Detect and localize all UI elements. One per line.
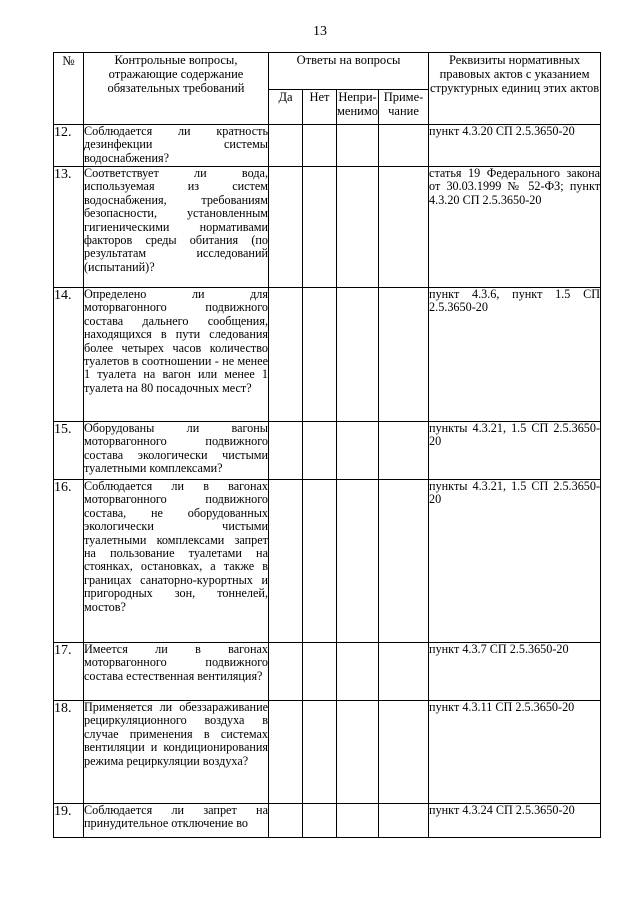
row-reference: пункт 4.3.11 СП 2.5.3650-20 — [429, 701, 601, 804]
answer-no-cell[interactable] — [303, 125, 337, 167]
answer-na-cell[interactable] — [337, 167, 379, 288]
row-question: Имеется ли в вагонах моторвагонного подвижного состава естественная вентиляция? — [84, 643, 269, 701]
header-question: Контрольные вопросы, отражающие содержание обязательных требований — [84, 53, 269, 125]
answer-note-cell[interactable] — [379, 804, 429, 838]
row-number: 12. — [54, 125, 84, 167]
answer-na-cell[interactable] — [337, 804, 379, 838]
answer-no-cell[interactable] — [303, 643, 337, 701]
answer-no-cell[interactable] — [303, 167, 337, 288]
row-reference: пункт 4.3.24 СП 2.5.3650-20 — [429, 804, 601, 838]
answer-note-cell[interactable] — [379, 701, 429, 804]
header-note-line2: чание — [388, 104, 419, 118]
table-row — [54, 288, 601, 422]
answer-na-cell[interactable] — [337, 701, 379, 804]
row-number: 18. — [54, 701, 84, 804]
answer-note-cell[interactable] — [379, 288, 429, 422]
table-row — [54, 701, 601, 804]
row-reference: пункты 4.3.21, 1.5 СП 2.5.3650-20 — [429, 480, 601, 643]
row-question: Применяется ли обеззараживание рециркуляционного воздуха в случае применения в системах вентиляции и кондиционирования режима рециркуляции воздуха? — [84, 701, 269, 804]
header-reference: Реквизиты нормативных правовых актов с указанием структурных единиц этих актов — [429, 53, 601, 125]
answer-yes-cell[interactable] — [269, 288, 303, 422]
row-number: 16. — [54, 480, 84, 643]
answer-note-cell[interactable] — [379, 167, 429, 288]
header-na-line2: менимо — [337, 104, 378, 118]
table-row — [54, 167, 601, 288]
answer-na-cell[interactable] — [337, 125, 379, 167]
header-answers: Ответы на вопросы — [269, 53, 429, 90]
table-row — [54, 125, 601, 167]
answer-na-cell[interactable] — [337, 480, 379, 643]
row-number: 19. — [54, 804, 84, 838]
answer-yes-cell[interactable] — [269, 701, 303, 804]
row-reference: пункты 4.3.21, 1.5 СП 2.5.3650-20 — [429, 422, 601, 480]
header-yes: Да — [269, 90, 303, 125]
answer-no-cell[interactable] — [303, 804, 337, 838]
answer-note-cell[interactable] — [379, 643, 429, 701]
table-row — [54, 480, 601, 643]
table-body — [54, 125, 601, 838]
answer-no-cell[interactable] — [303, 288, 337, 422]
row-question: Соблюдается ли в вагонах моторвагонного подвижного состава, не оборудованных экологически чистыми туалетными комплексами запрет на пользование туалетами на стоянках, остановках, а также в границах санаторно-курортных и пригородных зон, тоннелей, мостов? — [84, 480, 269, 643]
header-not-applicable — [337, 90, 379, 125]
row-number: 14. — [54, 288, 84, 422]
row-number: 13. — [54, 167, 84, 288]
table-row — [54, 643, 601, 701]
answer-yes-cell[interactable] — [269, 643, 303, 701]
answer-na-cell[interactable] — [337, 288, 379, 422]
row-number: 17. — [54, 643, 84, 701]
answer-note-cell[interactable] — [379, 422, 429, 480]
header-note — [379, 90, 429, 125]
table-row — [54, 804, 601, 838]
row-question: Определено ли для моторвагонного подвижного состава дальнего сообщения, находящихся в пути следования более четырех часов количество туалетов в соотношении - не менее 1 туалета на вагон или менее 1 туалета на 80 посадочных мест? — [84, 288, 269, 422]
row-reference: статья 19 Федерального закона от 30.03.1999 № 52-ФЗ; пункт 4.3.20 СП 2.5.3650-20 — [429, 167, 601, 288]
table-row — [54, 422, 601, 480]
answer-no-cell[interactable] — [303, 422, 337, 480]
answer-yes-cell[interactable] — [269, 422, 303, 480]
row-reference: пункт 4.3.6, пункт 1.5 СП 2.5.3650-20 — [429, 288, 601, 422]
answer-no-cell[interactable] — [303, 480, 337, 643]
answer-no-cell[interactable] — [303, 701, 337, 804]
row-number: 15. — [54, 422, 84, 480]
header-na-line1: Непри- — [338, 90, 377, 104]
header-number: № — [54, 53, 84, 125]
answer-yes-cell[interactable] — [269, 125, 303, 167]
row-reference: пункт 4.3.7 СП 2.5.3650-20 — [429, 643, 601, 701]
table-header — [54, 53, 601, 125]
answer-yes-cell[interactable] — [269, 804, 303, 838]
checklist-table — [53, 52, 601, 838]
answer-note-cell[interactable] — [379, 125, 429, 167]
answer-yes-cell[interactable] — [269, 480, 303, 643]
answer-na-cell[interactable] — [337, 422, 379, 480]
row-question: Соответствует ли вода, используемая из систем водоснабжения, требованиям безопасности, установленным гигиеническими нормативами факторов среды обитания (по результатам исследований (испытаний)? — [84, 167, 269, 288]
page-number: 13 — [313, 24, 327, 39]
row-question: Соблюдается ли кратность дезинфекции системы водоснабжения? — [84, 124, 268, 165]
answer-note-cell[interactable] — [379, 480, 429, 643]
row-question: Соблюдается ли запрет на принудительное отключение во — [84, 804, 269, 838]
answer-yes-cell[interactable] — [269, 167, 303, 288]
row-question: Оборудованы ли вагоны моторвагонного подвижного состава экологически чистыми туалетными комплексами? — [84, 422, 269, 480]
header-note-line1: Приме- — [383, 90, 424, 104]
answer-na-cell[interactable] — [337, 643, 379, 701]
header-no: Нет — [303, 90, 337, 125]
row-reference: пункт 4.3.20 СП 2.5.3650-20 — [429, 125, 601, 167]
